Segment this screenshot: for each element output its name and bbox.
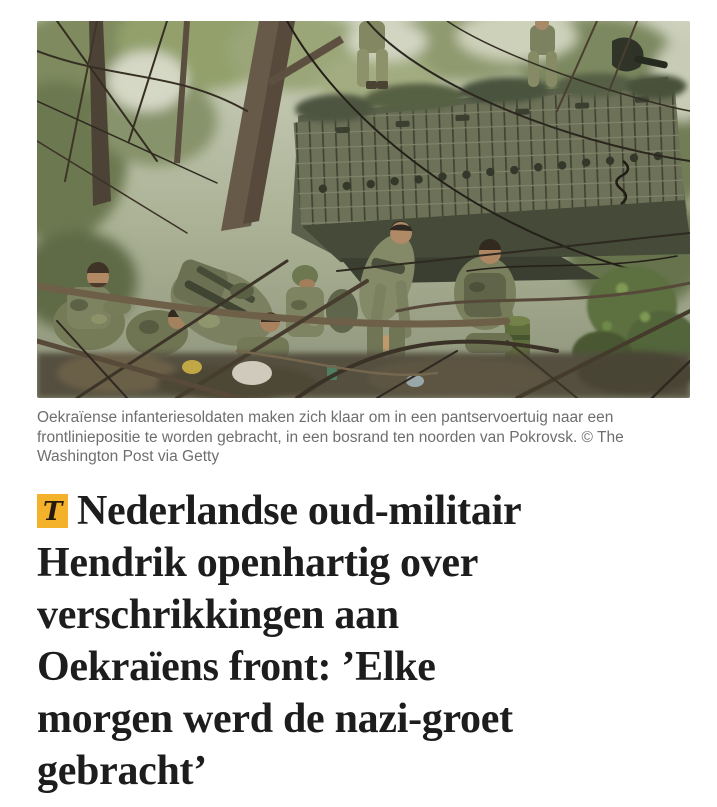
headline-line: morgen werd de nazi-groet [37,695,513,742]
telegraaf-logo-glyph: T [42,496,63,527]
headline-line: Hendrik openhartig over [37,539,479,586]
headline-line: verschrikkingen aan [37,591,399,638]
headline-line [37,485,690,537]
headline-text: Nederlandse oud-militair [77,487,522,534]
photo-caption: Oekraïense infanteriesoldaten maken zich klaar om in een pantservoertuig naar een frontliniepositie te worden gebracht, in een bosrand ten noorden van Pokrovsk. © The Washington Post via Getty [37,409,624,465]
telegraaf-logo-icon [37,494,68,528]
headline-line: gebracht’ [37,747,207,794]
article-photo-illustration [37,21,690,398]
article-photo [37,21,690,398]
headline [37,485,690,797]
headline-line: Oekraïens front: ’Elke [37,643,436,690]
